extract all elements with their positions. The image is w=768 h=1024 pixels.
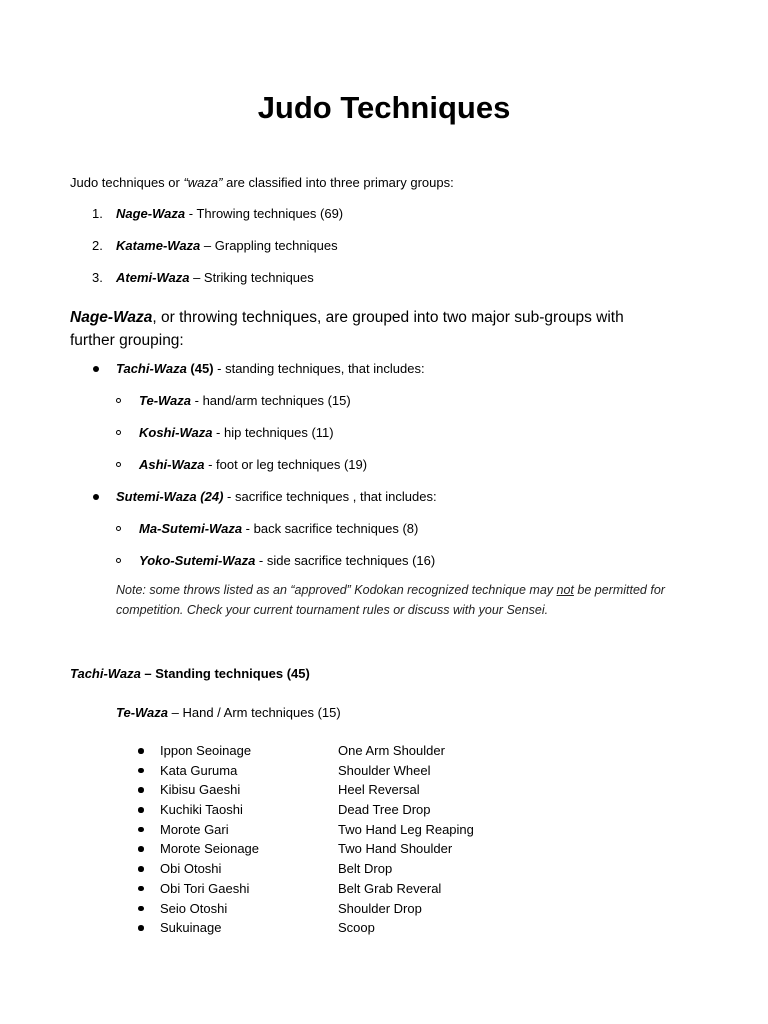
tachi-count: (45)	[186, 361, 214, 376]
sub-desc: - hip techniques (11)	[212, 425, 334, 440]
list-item	[136, 918, 556, 938]
technique-name: Seio Otoshi	[160, 900, 228, 916]
nage-heading-term: Nage-Waza	[70, 309, 153, 326]
subsection-name: Te-Waza	[116, 705, 169, 720]
section-rest: – Standing techniques (45)	[140, 666, 310, 681]
sub-name: Yoko-Sutemi-Waza	[139, 553, 256, 568]
technique-translation: Belt Grab Reveral	[338, 880, 442, 896]
list-item	[136, 780, 556, 800]
technique-translation: Belt Drop	[338, 861, 393, 877]
sutemi-desc: - sacrifice techniques , that includes:	[223, 489, 437, 504]
list-item	[136, 800, 556, 820]
sub-desc: - side sacrifice techniques (16)	[255, 553, 436, 568]
technique-name: Kuchiki Taoshi	[160, 802, 243, 818]
bullet-icon	[93, 366, 99, 372]
list-item	[136, 820, 556, 840]
group-name: Nage-Waza	[116, 206, 186, 221]
tachi-waza-item	[116, 361, 425, 376]
tachi-name: Tachi-Waza	[116, 361, 187, 376]
technique-translation: Heel Reversal	[338, 782, 420, 798]
sub-name: Koshi-Waza	[139, 425, 213, 440]
technique-translation: Dead Tree Drop	[338, 802, 431, 818]
group-desc: Striking techniques	[203, 270, 314, 285]
list-number: 2.	[92, 238, 103, 253]
technique-name: Obi Tori Gaeshi	[160, 880, 250, 896]
sutemi-name: Sutemi-Waza (24)	[116, 489, 224, 504]
primary-group-item	[92, 206, 343, 221]
intro-before: Judo techniques or	[70, 175, 184, 190]
sub-name: Ashi-Waza	[139, 457, 205, 472]
nage-heading-line1: , or throwing techniques, are grouped into two major sub-groups with	[152, 309, 624, 326]
sub-technique-item	[139, 457, 367, 472]
technique-name: Morote Seionage	[160, 841, 260, 857]
nage-waza-heading	[70, 306, 624, 352]
technique-name: Kibisu Gaeshi	[160, 782, 241, 798]
intro-after: are classified into three primary groups:	[222, 175, 454, 190]
sub-bullet-icon	[116, 462, 121, 467]
bullet-icon	[138, 787, 144, 793]
list-item	[136, 839, 556, 859]
sub-desc: - hand/arm techniques (15)	[191, 393, 351, 408]
technique-translation: Two Hand Leg Reaping	[338, 821, 474, 837]
nage-heading-line2: further grouping:	[70, 332, 184, 349]
group-desc: Grappling techniques	[214, 238, 338, 253]
list-item	[136, 879, 556, 899]
technique-name: Obi Otoshi	[160, 861, 222, 877]
bullet-icon	[138, 866, 144, 872]
sub-bullet-icon	[116, 526, 121, 531]
group-separator: –	[189, 270, 204, 285]
bullet-icon	[93, 494, 99, 500]
subsection-heading	[116, 705, 341, 720]
bullet-icon	[138, 906, 144, 912]
list-number: 3.	[92, 270, 103, 285]
bullet-icon	[138, 886, 144, 892]
bullet-icon	[138, 768, 144, 774]
sutemi-waza-item	[116, 489, 437, 504]
list-item	[136, 761, 556, 781]
section-name: Tachi-Waza	[70, 666, 141, 681]
sub-desc: - back sacrifice techniques (8)	[242, 521, 419, 536]
competition-note	[116, 580, 696, 620]
section-heading	[70, 666, 310, 681]
technique-translation: One Arm Shoulder	[338, 743, 445, 758]
technique-list	[136, 741, 556, 938]
sub-bullet-icon	[116, 558, 121, 563]
subsection-rest: – Hand / Arm techniques (15)	[168, 705, 341, 720]
sub-technique-item	[139, 393, 351, 408]
sub-name: Ma-Sutemi-Waza	[139, 521, 243, 536]
note-underlined: not	[556, 583, 574, 597]
bullet-icon	[138, 846, 144, 852]
technique-translation: Shoulder Wheel	[338, 762, 431, 778]
technique-translation: Scoop	[338, 920, 375, 936]
bullet-icon	[138, 925, 144, 931]
technique-translation: Two Hand Shoulder	[338, 841, 453, 857]
bullet-icon	[138, 748, 144, 754]
list-item	[136, 859, 556, 879]
group-separator: –	[200, 238, 215, 253]
technique-name: Ippon Seoinage	[160, 743, 252, 758]
bullet-icon	[138, 807, 144, 813]
group-name: Atemi-Waza	[116, 270, 190, 285]
sub-technique-item	[139, 553, 435, 568]
intro-text	[70, 175, 454, 190]
sub-desc: - foot or leg techniques (19)	[204, 457, 368, 472]
technique-name: Kata Guruma	[160, 762, 238, 778]
note-part1: Note: some throws listed as an “approved” Kodokan recognized technique may	[116, 583, 557, 597]
group-desc: Throwing techniques (69)	[196, 206, 344, 221]
technique-translation: Shoulder Drop	[338, 900, 422, 916]
tachi-desc: - standing techniques, that includes:	[213, 361, 425, 376]
note-part2: be permitted for competition. Check your current tournament rules or discuss with your Sensei.	[116, 583, 665, 617]
page-title: Judo Techniques	[257, 90, 511, 125]
intro-term: “waza”	[183, 175, 223, 190]
sub-bullet-icon	[116, 430, 121, 435]
primary-group-item	[92, 270, 314, 285]
sub-technique-item	[139, 521, 418, 536]
technique-name: Morote Gari	[160, 821, 229, 837]
bullet-icon	[138, 827, 144, 833]
sub-technique-item	[139, 425, 334, 440]
group-name: Katame-Waza	[116, 238, 201, 253]
list-number: 1.	[92, 206, 103, 221]
list-item	[136, 741, 556, 761]
list-item	[136, 899, 556, 919]
sub-bullet-icon	[116, 398, 121, 403]
primary-group-item	[92, 238, 338, 253]
technique-name: Sukuinage	[160, 920, 222, 936]
sub-name: Te-Waza	[139, 393, 192, 408]
group-separator: -	[185, 206, 197, 221]
